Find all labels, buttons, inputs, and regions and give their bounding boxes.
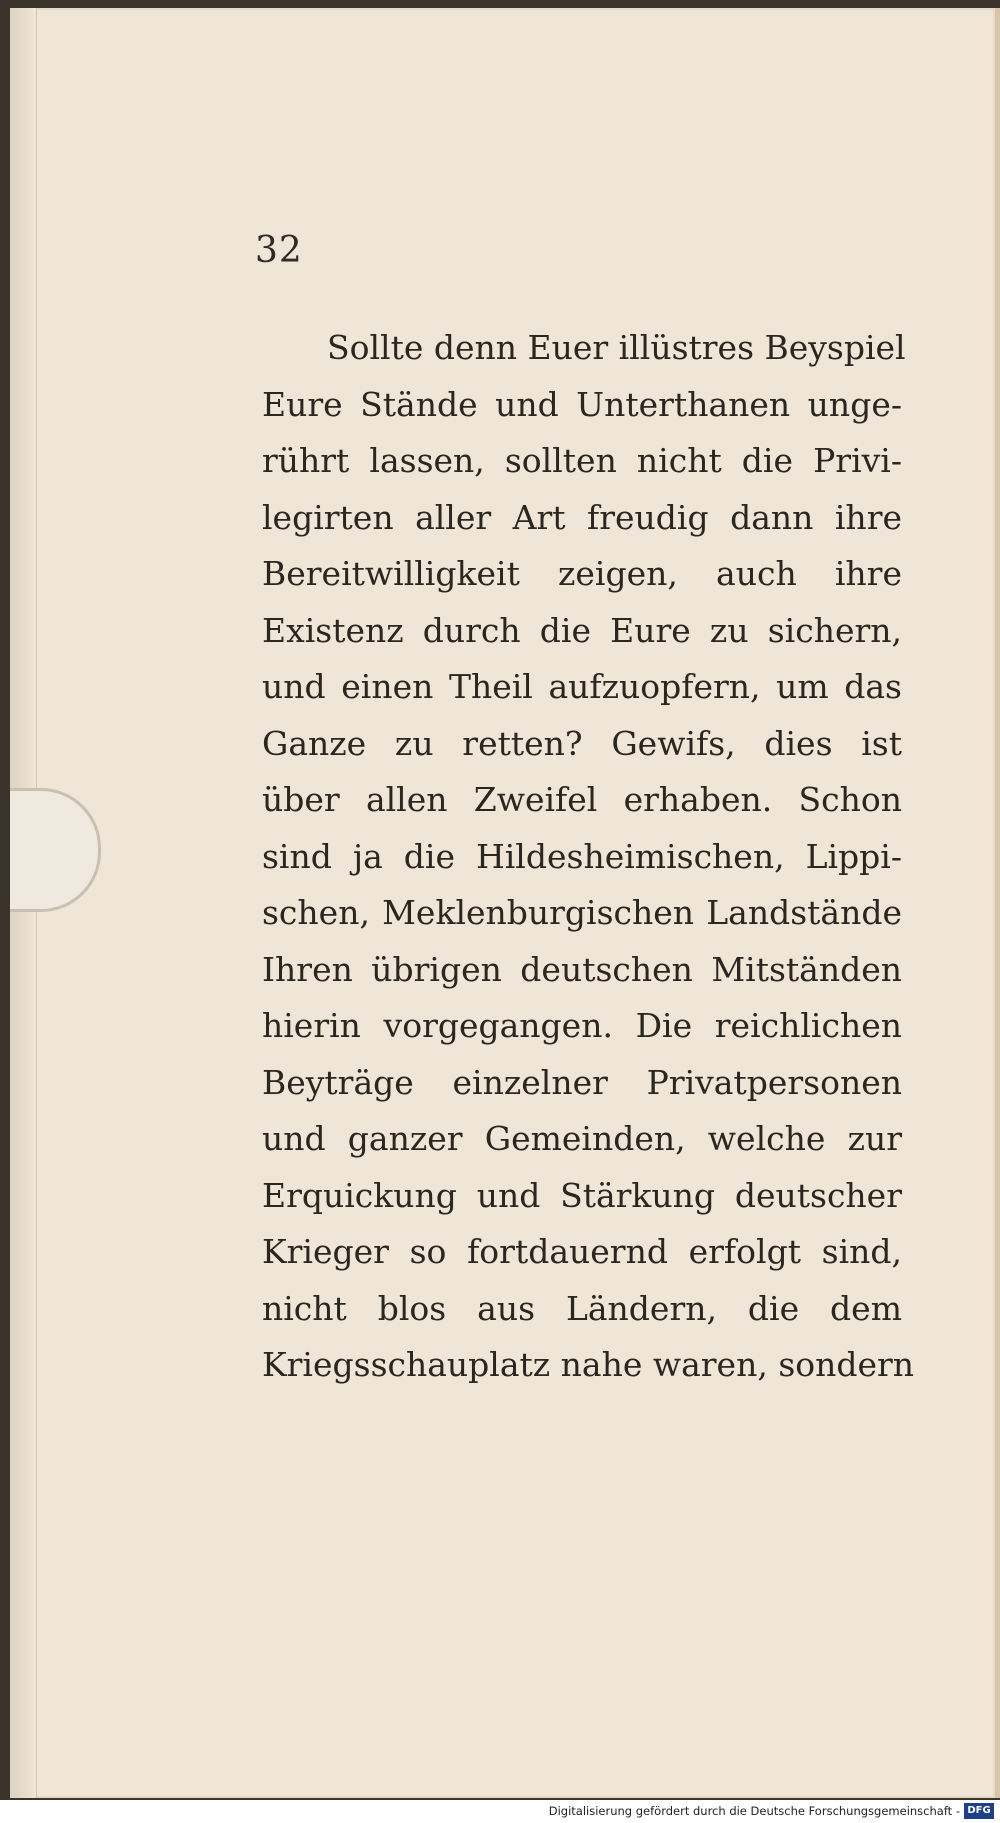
text-line-10: sind ja die Hildesheimischen, Lippi-	[262, 836, 902, 876]
text-line-11: schen, Meklenburgischen Landstände	[262, 893, 902, 932]
text-line-3: rührt lassen, sollten nicht die Privi-	[262, 441, 902, 480]
text-line-12: Ihren übrigen deutschen Mitständen	[262, 949, 902, 989]
text-line-19: Kriegsschauplatz nahe waren, sondern	[262, 1345, 915, 1384]
text-line-8: Ganze zu retten? Gewifs, dies ist	[262, 723, 902, 763]
body-text	[262, 320, 915, 1394]
text-line-9: über allen Zweifel erhaben. Schon	[262, 780, 902, 819]
text-line-16: Erquickung und Stärkung deutscher	[262, 1175, 902, 1215]
text-line-17: Krieger so fortdauernd erfolgt sind,	[262, 1232, 902, 1271]
text-line-6: Existenz durch die Eure zu sichern,	[262, 610, 902, 650]
text-line-4: legirten aller Art freudig dann ihre	[262, 497, 902, 537]
bookmark-clip	[10, 788, 101, 912]
book-page	[10, 8, 1000, 1798]
funding-notice: Digitalisierung gefördert durch die Deutsche Forschungsgemeinschaft -	[548, 1804, 960, 1818]
footer-bar	[0, 1800, 1000, 1823]
text-line-2: Eure Stände und Unterthanen unge-	[262, 384, 902, 424]
text-line-1: Sollte denn Euer illüstres Beyspiel	[327, 328, 906, 367]
dfg-logo: DFG	[964, 1803, 994, 1819]
text-line-13: hierin vorgegangen. Die reichlichen	[262, 1006, 902, 1045]
text-line-15: und ganzer Gemeinden, welche zur	[262, 1119, 902, 1158]
page-number: 32	[255, 230, 303, 271]
text-line-5: Bereitwilligkeit zeigen, auch ihre	[262, 554, 902, 593]
text-line-18: nicht blos aus Ländern, die dem	[262, 1288, 902, 1328]
text-line-14: Beyträge einzelner Privatpersonen	[262, 1062, 902, 1102]
text-line-7: und einen Theil aufzuopfern, um das	[262, 667, 902, 706]
